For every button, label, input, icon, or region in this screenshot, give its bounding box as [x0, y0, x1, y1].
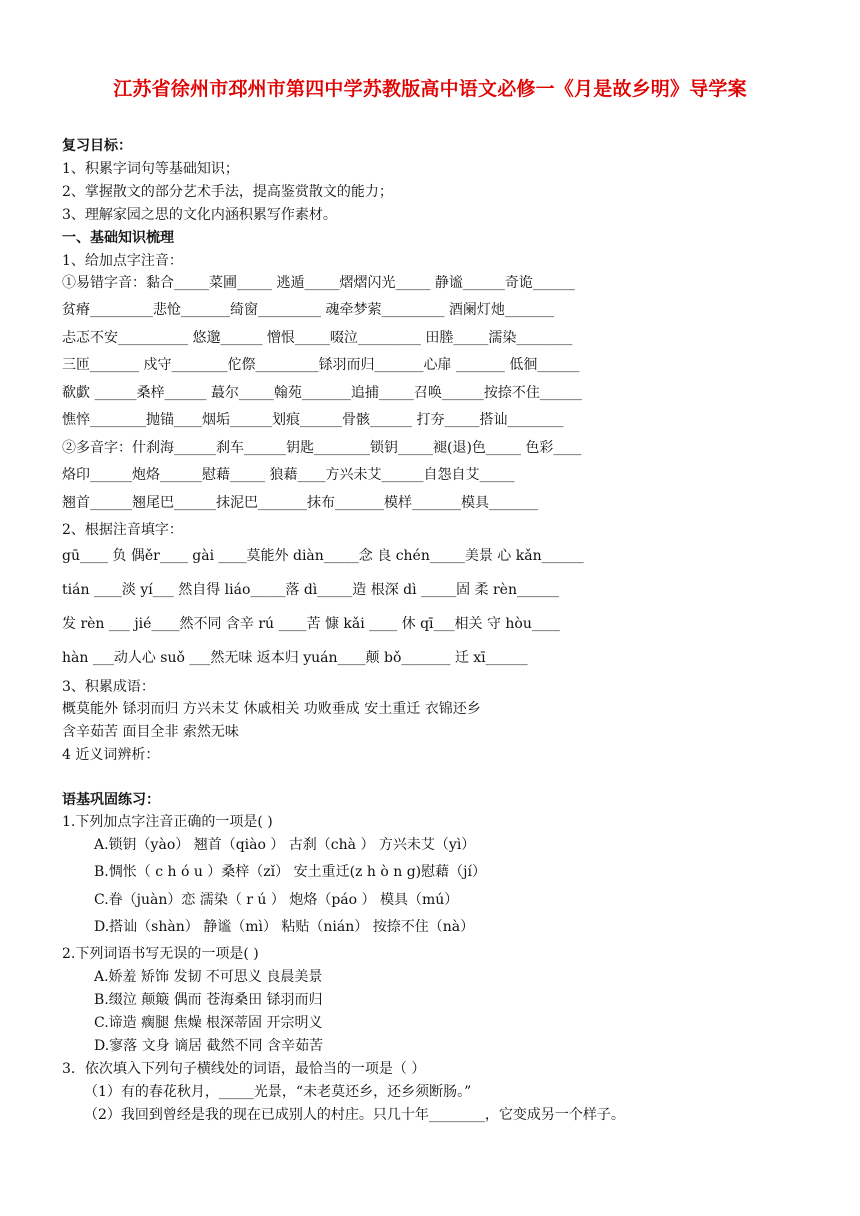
fill-in-line: ①易错字音：黏合_____菜圃_____ 逃遁_____熠熠闪光_____ 静谧______奇诡______	[62, 275, 575, 291]
pinyin-line: tián ____淡 yí___ 然自得 liáo_____落 dì_____造 根深 dì _____固 柔 rèn______	[62, 582, 559, 598]
answer-option: B.惆怅（ c h ó u ）桑梓（zǐ） 安土重迁(z h ò n g)慰藉（jí）	[94, 864, 486, 880]
fill-in-line: 忐忑不安__________ 悠邈______ 憎恨_____啜泣_________ 田塍_____濡染________	[62, 330, 573, 346]
fill-in-line: ②多音字：什刹海______刹车______钥匙________锁钥_____褪(退)色_____ 色彩____	[62, 440, 582, 456]
answer-option: B.缀泣 颠簸 偶而 苍海桑田 铩羽而归	[94, 992, 323, 1008]
text-line: 1、给加点字注音：	[62, 253, 183, 269]
question-stem: 3．依次填入下列句子横线处的词语，最恰当的一项是（ ）	[62, 1061, 426, 1077]
idiom-line: 概莫能外 铩羽而归 方兴未艾 休戚相关 功败垂成 安土重迁 衣锦还乡	[62, 701, 481, 717]
fill-in-line: 欷歔 ______桑梓______ 蕞尔_____翰苑_______追捕_____召唤______按捺不住______	[62, 385, 582, 401]
answer-option: C.谛造 瘸腿 焦燥 根深蒂固 开宗明义	[94, 1015, 323, 1031]
fill-in-line: 贫瘠_________悲怆_______绮窗_________ 魂牵梦萦_________ 酒阑灯灺_______	[62, 302, 554, 318]
answer-option: A.锁钥（yào） 翘首（qiào ） 古刹（chà ） 方兴未艾（yì）	[94, 837, 476, 853]
answer-option: A.娇羞 矫饰 发韧 不可思义 良晨美景	[94, 969, 323, 985]
section-heading-review-goals: 复习目标：	[62, 138, 132, 154]
pinyin-line: gū____ 负 偶ěr____ gài ____莫能外 diàn_____念 良 chén_____美景 心 kǎn______	[62, 548, 584, 564]
fill-in-line: 憔悴________抛锚____烟垢______划痕______骨骸______ 打夯_____搭讪________	[62, 412, 564, 428]
answer-option: D.搭讪（shàn） 静谧（mì） 粘贴（nián） 按捺不住（nà）	[94, 919, 475, 935]
answer-option: D.寥落 文身 谪居 截然不同 含辛茹苦	[94, 1038, 323, 1054]
document-title: 江苏省徐州市邳州市第四中学苏教版高中语文必修一《月是故乡明》导学案	[113, 78, 747, 100]
fill-in-line: 三匝_______ 戍守________佗傺_________铩羽而归_______心扉 _______ 低徊______	[62, 357, 580, 373]
sentence-line: （2）我回到曾经是我的现在已成别人的村庄。只几十年________，它变成另一个样子。	[84, 1107, 625, 1123]
question-stem: 2.下列词语书写无误的一项是( )	[62, 946, 259, 962]
pinyin-line: hàn ___动人心 suǒ ___然无味 返本归 yuán____颠 bǒ_______ 迁 xī______	[62, 650, 528, 666]
text-line: 2、掌握散文的部分艺术手法，提高鉴赏散文的能力；	[62, 184, 393, 200]
section-heading-practice: 语基巩固练习：	[62, 792, 160, 808]
answer-option: C.眷（juàn）恋 濡染（ r ú ） 炮烙（páo ） 模具（mú）	[94, 892, 459, 908]
pinyin-line: 发 rèn ___ jié____然不同 含辛 rú ____苦 慷 kǎi ____ 休 qī___相关 守 hòu____	[62, 616, 560, 632]
text-line: 3、理解家园之思的文化内涵积累写作素材。	[62, 207, 337, 223]
text-line: 4 近义词辨析：	[62, 747, 160, 763]
fill-in-line: 烙印______炮烙______慰藉_____ 狼藉____方兴未艾______自怨自艾_____	[62, 467, 515, 483]
text-line: 3、积累成语：	[62, 679, 155, 695]
sentence-line: （1）有的春花秋月，_____光景，“未老莫还乡，还乡须断肠。”	[84, 1084, 472, 1100]
question-stem: 1.下列加点字注音正确的一项是( )	[62, 814, 273, 830]
text-line: 2、根据注音填字：	[62, 522, 183, 538]
section-heading-basics: 一、基础知识梳理	[62, 230, 174, 246]
idiom-line: 含辛茹苦 面目全非 索然无味	[62, 724, 239, 740]
fill-in-line: 翘首______翘尾巴______抹泥巴_______抹布_______模样_______模具_______	[62, 495, 538, 511]
text-line: 1、积累字词句等基础知识；	[62, 161, 239, 177]
